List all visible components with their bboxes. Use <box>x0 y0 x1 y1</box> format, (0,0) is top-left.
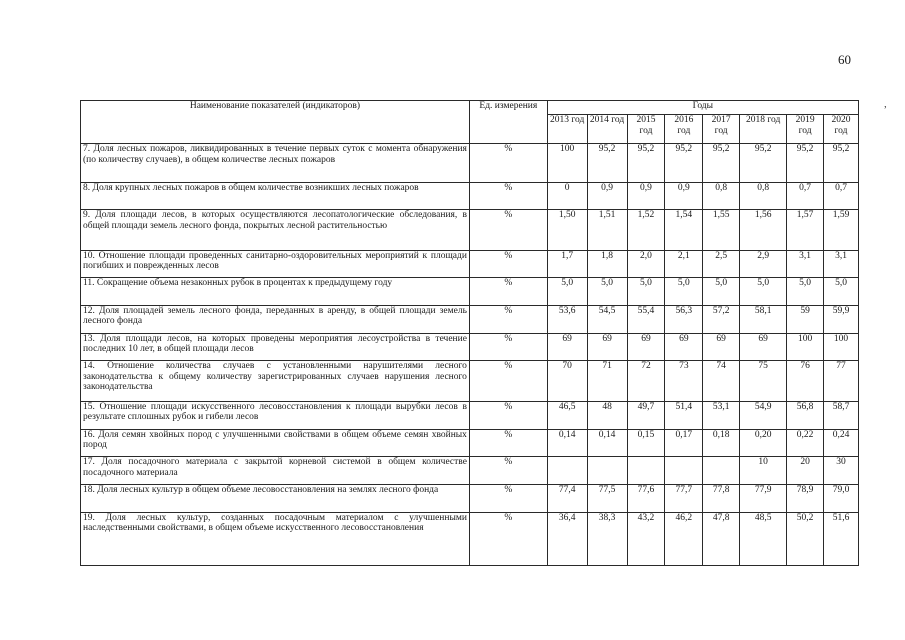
indicator-value: 51,4 <box>665 401 703 429</box>
indicator-value: 56,8 <box>787 401 824 429</box>
indicator-value: 1,54 <box>665 210 703 250</box>
indicator-value: 1,50 <box>547 210 587 250</box>
indicator-value: 0,9 <box>665 183 703 210</box>
page-number: 60 <box>838 52 851 67</box>
indicator-value: 69 <box>703 333 740 361</box>
indicator-value: 77,9 <box>740 484 787 512</box>
indicator-value: 77,5 <box>587 484 627 512</box>
indicator-name: 15. Отношение площади искусственного лесовосстановления к площади вырубки лесов в результате сплошных рубок и гибели лесов <box>81 401 470 429</box>
indicator-value: 53,6 <box>547 305 587 333</box>
indicator-value: 1,57 <box>787 210 824 250</box>
indicator-value: 70 <box>547 361 587 401</box>
indicator-value: 58,1 <box>740 305 787 333</box>
indicator-value: 77,7 <box>665 484 703 512</box>
indicator-value <box>703 457 740 485</box>
indicator-value: 3,1 <box>787 250 824 278</box>
indicator-value: 0,22 <box>787 429 824 457</box>
indicator-name: 11. Сокращение объема незаконных рубок в процентах к предыдущему году <box>81 278 470 306</box>
indicator-value: 95,2 <box>587 144 627 183</box>
indicator-value: 5,0 <box>703 278 740 306</box>
table-row <box>81 144 859 183</box>
indicator-value: 77 <box>824 361 859 401</box>
header-row-top <box>81 101 859 115</box>
indicator-unit: % <box>469 457 547 485</box>
indicator-value: 77,4 <box>547 484 587 512</box>
indicator-value: 2,5 <box>703 250 740 278</box>
indicator-value: 5,0 <box>627 278 665 306</box>
indicator-value: 100 <box>787 333 824 361</box>
indicator-value: 54,5 <box>587 305 627 333</box>
table-body <box>81 144 859 566</box>
table-row <box>81 429 859 457</box>
indicator-value: 51,6 <box>824 512 859 565</box>
table-row <box>81 250 859 278</box>
indicator-value: 10 <box>740 457 787 485</box>
table-row <box>81 278 859 306</box>
indicator-value: 36,4 <box>547 512 587 565</box>
indicator-value: 48,5 <box>740 512 787 565</box>
table-row <box>81 512 859 565</box>
indicator-value: 0,14 <box>587 429 627 457</box>
indicator-unit: % <box>469 278 547 306</box>
indicators-table <box>80 100 859 566</box>
indicator-unit: % <box>469 512 547 565</box>
indicator-value: 72 <box>627 361 665 401</box>
indicator-value: 0,9 <box>627 183 665 210</box>
indicator-value: 0,14 <box>547 429 587 457</box>
indicator-unit: % <box>469 305 547 333</box>
indicator-unit: % <box>469 210 547 250</box>
indicator-value: 69 <box>627 333 665 361</box>
indicator-value: 50,2 <box>787 512 824 565</box>
indicator-value: 48 <box>587 401 627 429</box>
indicator-unit: % <box>469 361 547 401</box>
indicator-value: 53,1 <box>703 401 740 429</box>
indicator-value: 1,55 <box>703 210 740 250</box>
table-row <box>81 401 859 429</box>
indicator-unit: % <box>469 484 547 512</box>
indicator-name: 7. Доля лесных пожаров, ликвидированных в течение первых суток с момента обнаружения (по количеству случаев), в общем количестве лесных пожаров <box>81 144 470 183</box>
indicator-name: 8. Доля крупных лесных пожаров в общем количестве возникших лесных пожаров <box>81 183 470 210</box>
indicator-value: 0,7 <box>787 183 824 210</box>
indicator-value <box>547 457 587 485</box>
indicator-value: 100 <box>824 333 859 361</box>
indicator-value: 20 <box>787 457 824 485</box>
indicator-unit: % <box>469 429 547 457</box>
indicator-value: 0,7 <box>824 183 859 210</box>
indicator-value: 0,15 <box>627 429 665 457</box>
indicator-value: 71 <box>587 361 627 401</box>
indicator-value: 95,2 <box>824 144 859 183</box>
indicator-value: 5,0 <box>665 278 703 306</box>
indicator-name: 16. Доля семян хвойных пород с улучшенными свойствами в общем объеме семян хвойных пород <box>81 429 470 457</box>
indicator-value: 0,18 <box>703 429 740 457</box>
indicator-value: 77,6 <box>627 484 665 512</box>
indicator-unit: % <box>469 144 547 183</box>
indicator-value: 5,0 <box>824 278 859 306</box>
header-year: 2015 год <box>627 115 665 144</box>
indicator-value: 0,9 <box>587 183 627 210</box>
indicator-value: 1,51 <box>587 210 627 250</box>
indicator-value: 5,0 <box>587 278 627 306</box>
indicator-value: 58,7 <box>824 401 859 429</box>
indicator-value <box>665 457 703 485</box>
indicator-value: 0,17 <box>665 429 703 457</box>
indicator-value: 1,52 <box>627 210 665 250</box>
indicator-value: 5,0 <box>787 278 824 306</box>
table-row <box>81 457 859 485</box>
indicator-value: 3,1 <box>824 250 859 278</box>
indicator-value: 54,9 <box>740 401 787 429</box>
indicator-value: 57,2 <box>703 305 740 333</box>
indicator-value: 69 <box>740 333 787 361</box>
header-year: 2014 год <box>587 115 627 144</box>
indicator-value: 95,2 <box>703 144 740 183</box>
table-row <box>81 333 859 361</box>
indicator-value: 95,2 <box>740 144 787 183</box>
indicator-value: 75 <box>740 361 787 401</box>
indicator-value: 55,4 <box>627 305 665 333</box>
indicator-value: 78,9 <box>787 484 824 512</box>
indicator-unit: % <box>469 183 547 210</box>
indicator-value: 69 <box>665 333 703 361</box>
indicator-value: 77,8 <box>703 484 740 512</box>
indicator-name: 19. Доля лесных культур, созданных посадочным материалом с улучшенными наследственными свойствами, в общем объеме искусственного лесовосстановления <box>81 512 470 565</box>
indicator-value: 46,5 <box>547 401 587 429</box>
indicator-unit: % <box>469 401 547 429</box>
header-year: 2016 год <box>665 115 703 144</box>
indicator-value: 2,9 <box>740 250 787 278</box>
indicator-value: 1,7 <box>547 250 587 278</box>
indicator-value: 69 <box>547 333 587 361</box>
indicator-name: 14. Отношение количества случаев с установленными нарушителями лесного законодательства к общему количеству зарегистрированных случаев нарушения лесного законодательства <box>81 361 470 401</box>
margin-mark: , <box>884 98 887 110</box>
header-years-group: Годы <box>547 101 858 115</box>
indicator-name: 17. Доля посадочного материала с закрытой корневой системой в общем количестве посадочного материала <box>81 457 470 485</box>
table-row <box>81 361 859 401</box>
indicator-value: 2,1 <box>665 250 703 278</box>
indicator-value: 69 <box>587 333 627 361</box>
indicator-value: 95,2 <box>665 144 703 183</box>
table-row <box>81 305 859 333</box>
indicator-value: 79,0 <box>824 484 859 512</box>
indicator-value: 0 <box>547 183 587 210</box>
header-year: 2020 год <box>824 115 859 144</box>
header-year: 2017 год <box>703 115 740 144</box>
indicator-value: 2,0 <box>627 250 665 278</box>
indicator-value: 56,3 <box>665 305 703 333</box>
indicator-value: 0,24 <box>824 429 859 457</box>
indicator-name: 9. Доля площади лесов, в которых осуществляются лесопатологические обследования, в общей площади земель лесного фонда, покрытых лесной растительностью <box>81 210 470 250</box>
indicator-value <box>627 457 665 485</box>
indicator-value: 95,2 <box>787 144 824 183</box>
indicator-unit: % <box>469 333 547 361</box>
header-year: 2013 год <box>547 115 587 144</box>
indicator-name: 18. Доля лесных культур в общем объеме лесовосстановления на землях лесного фонда <box>81 484 470 512</box>
indicator-value: 74 <box>703 361 740 401</box>
indicator-unit: % <box>469 250 547 278</box>
indicator-value <box>587 457 627 485</box>
indicator-value: 0,8 <box>740 183 787 210</box>
indicator-value: 38,3 <box>587 512 627 565</box>
table-row <box>81 484 859 512</box>
indicator-value: 5,0 <box>547 278 587 306</box>
indicator-value: 43,2 <box>627 512 665 565</box>
indicator-value: 47,8 <box>703 512 740 565</box>
indicator-value: 46,2 <box>665 512 703 565</box>
indicator-value: 73 <box>665 361 703 401</box>
header-unit: Ед. измерения <box>469 101 547 144</box>
table-row <box>81 183 859 210</box>
indicator-value: 0,8 <box>703 183 740 210</box>
indicator-value: 30 <box>824 457 859 485</box>
indicator-value: 1,8 <box>587 250 627 278</box>
header-year: 2019 год <box>787 115 824 144</box>
indicator-value: 59,9 <box>824 305 859 333</box>
table-row <box>81 210 859 250</box>
header-year: 2018 год <box>740 115 787 144</box>
indicator-value: 1,56 <box>740 210 787 250</box>
indicator-value: 95,2 <box>627 144 665 183</box>
header-indicator-name: Наименование показателей (индикаторов) <box>81 101 470 144</box>
indicator-value: 100 <box>547 144 587 183</box>
indicator-value: 59 <box>787 305 824 333</box>
indicator-value: 0,20 <box>740 429 787 457</box>
indicator-name: 13. Доля площади лесов, на которых проведены мероприятия лесоустройства в течение последних 10 лет, в общей площади лесов <box>81 333 470 361</box>
indicator-value: 49,7 <box>627 401 665 429</box>
indicator-name: 12. Доля площадей земель лесного фонда, переданных в аренду, в общей площади земель лесного фонда <box>81 305 470 333</box>
indicator-value: 1,59 <box>824 210 859 250</box>
indicator-value: 76 <box>787 361 824 401</box>
indicator-value: 5,0 <box>740 278 787 306</box>
indicator-name: 10. Отношение площади проведенных санитарно-оздоровительных мероприятий к площади погибших и поврежденных лесов <box>81 250 470 278</box>
